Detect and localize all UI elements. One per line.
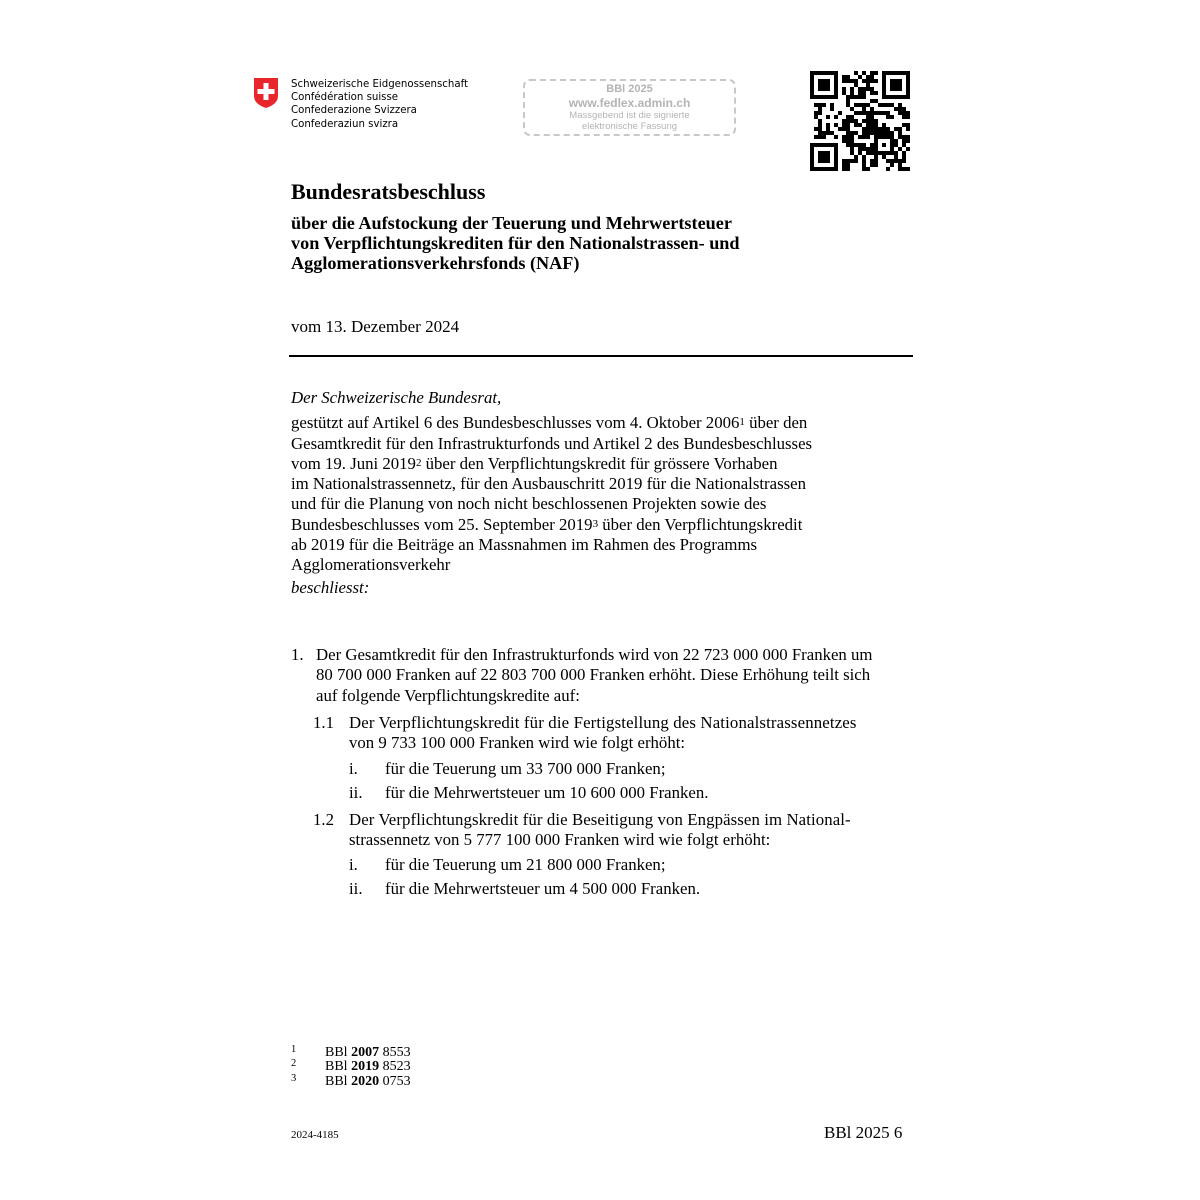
item-line: Der Verpflichtungskredit für die Fertigstellung des Nationalstrassennetzes (349, 713, 857, 732)
page-reference: BBl 2025 6 (824, 1123, 903, 1142)
decision-date: vom 13. Dezember 2024 (291, 317, 460, 336)
basis-line: im Nationalstrassennetz, für den Ausbauschritt 2019 für die Nationalstrassen (291, 474, 806, 494)
authority: Der Schweizerische Bundesrat, (291, 388, 502, 407)
basis-line: Bundesbeschlusses vom 25. September 2019$^3$ über den Verpflichtungskredit (291, 514, 803, 534)
footnote-number: 3 (291, 1072, 297, 1084)
subtitle-line: über die Aufstockung der Teuerung und Mehrwertsteuer (291, 213, 732, 233)
item-number: 1.1 (313, 713, 334, 732)
item-line: auf folgende Verpflichtungskredite auf: (316, 685, 580, 705)
sub-item-number: ii. (349, 783, 363, 802)
confederation-name-rm: Confederaziun svizra (291, 118, 399, 130)
basis-line: ab 2019 für die Beiträge an Massnahmen im Rahmen des Programms (291, 535, 758, 555)
item-number: 1.2 (313, 810, 334, 829)
basis-line: Gesamtkredit für den Infrastrukturfonds und Artikel 2 des Bundesbeschlusses (291, 433, 813, 453)
stamp-url: www.fedlex.admin.ch (568, 96, 691, 110)
footnote-ref-2[interactable]: 2 (415, 456, 422, 469)
basis-line: gestützt auf Artikel 6 des Bundesbeschlusses vom 4. Oktober 2006$^1$ über den (291, 413, 808, 433)
item-line: strassennetz von 5 777 100 000 Franken wird wie folgt erhöht: (349, 830, 771, 850)
footnote-prefix: BBl (325, 1073, 352, 1089)
footnote-ref-1[interactable]: 1 (739, 416, 745, 429)
article-item-1 (291, 645, 872, 706)
confederation-name-fr: Confédération suisse (291, 92, 399, 104)
footnote-year: 2007 (351, 1045, 380, 1060)
footnote-page: 0753 (379, 1073, 411, 1089)
confederation-name-de: Schweizerische Eidgenossenschaft (291, 79, 468, 90)
basis-line: und für die Planung von noch nicht beschlossenen Projekten sowie des (291, 494, 767, 514)
footnote-year: 2019 (351, 1059, 380, 1075)
footnote-year: 2020 (351, 1073, 380, 1089)
stamp-note-2: elektronische Fassung (581, 121, 678, 132)
stamp-note-1: Massgebend ist die signierte (569, 110, 690, 121)
article-item-1-2 (313, 810, 851, 851)
footnote-page: 8553 (379, 1045, 411, 1060)
confederation-name-it: Confederazione Svizzera (291, 105, 417, 117)
footnote-prefix: BBl (325, 1045, 352, 1060)
document-code: 2024-4185 (291, 1129, 339, 1141)
article-item-1-1 (313, 713, 857, 754)
item-line: 80 700 000 Franken auf 22 803 700 000 Franken erhöht. Diese Erhöhung teilt sich (316, 665, 871, 685)
item-line: von 9 733 100 000 Franken wird wie folgt erhöht: (349, 733, 686, 753)
basis-line: vom 19. Juni 2019$^2$ über den Verpflichtungskredit für grössere Vorhaben (291, 453, 778, 473)
sub-item-text: für die Teuerung um 21 800 000 Franken; (385, 855, 666, 874)
footnote-ref-3[interactable]: 3 (592, 517, 599, 530)
page-subtitle (291, 213, 740, 273)
subtitle-line: Agglomerationsverkehrsfonds (NAF) (291, 253, 580, 273)
item-number: 1. (291, 645, 304, 664)
sub-item-text: für die Mehrwertsteuer um 10 600 000 Franken. (385, 783, 709, 802)
footnote-number: 2 (291, 1058, 297, 1070)
preamble (291, 388, 812, 598)
sub-item-number: i. (349, 759, 358, 778)
divider (289, 355, 913, 357)
confederation-names (291, 78, 468, 131)
resolves: beschliesst: (291, 577, 370, 597)
footnote-number: 1 (291, 1044, 297, 1055)
subtitle-line: von Verpflichtungskrediten für den Nationalstrassen- und (291, 233, 740, 253)
item-line: Der Verpflichtungskredit für die Beseitigung von Engpässen im National- (349, 810, 851, 829)
stamp-reference: BBl 2025 (606, 83, 653, 95)
basis-line: Agglomerationsverkehr (291, 555, 451, 575)
item-line: Der Gesamtkredit für den Infrastrukturfonds wird von 22 723 000 000 Franken um (316, 645, 873, 664)
page-title: Bundesratsbeschluss (291, 179, 486, 204)
swiss-cross-icon (253, 77, 279, 109)
publication-stamp (523, 79, 736, 136)
sub-item-number: i. (349, 855, 358, 874)
sub-item-text: für die Mehrwertsteuer um 4 500 000 Franken. (385, 879, 701, 898)
qr-code-icon (810, 71, 910, 171)
sub-item-text: für die Teuerung um 33 700 000 Franken; (385, 759, 666, 778)
sub-item-number: ii. (349, 879, 363, 898)
footnote-page: 8523 (379, 1059, 411, 1075)
footnote-prefix: BBl (325, 1059, 352, 1075)
